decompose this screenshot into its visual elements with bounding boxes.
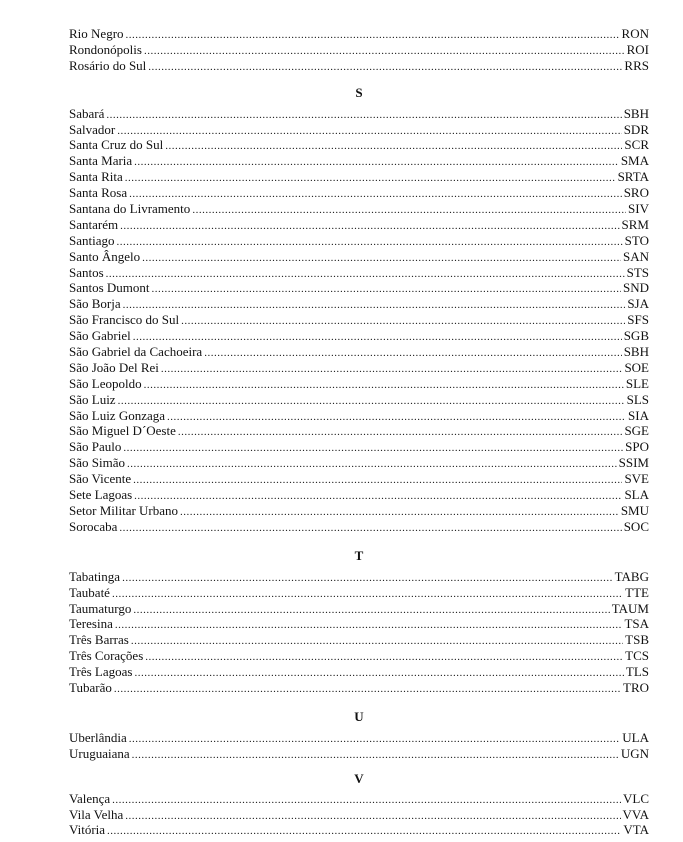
dot-leader [123,441,623,457]
city-code-index [69,26,649,838]
dot-leader [144,44,625,60]
index-entry [69,822,649,838]
index-entry [69,601,649,617]
city-code: SIA [628,407,649,423]
index-entry [69,106,649,122]
city-name: São Borja [69,296,121,312]
city-name: São Vicente [69,471,132,487]
index-entry [69,153,649,169]
city-code: STO [624,232,649,248]
city-name: Uberlândia [69,729,127,745]
index-entry [69,632,649,648]
index-entry [69,503,649,519]
city-name: São Leopoldo [69,375,142,391]
index-entry [69,169,649,185]
dot-leader [132,748,619,764]
city-code: TAUM [611,600,649,616]
dot-leader [118,394,625,410]
dot-leader [145,650,623,666]
index-entry [69,455,649,471]
section-s [69,86,649,535]
index-entry [69,569,649,585]
city-code: RON [621,26,649,41]
dot-leader [127,457,617,473]
city-code: SPO [625,439,649,455]
city-name: Sete Lagoas [69,487,133,503]
city-code: SRO [623,185,649,201]
dot-leader [114,682,621,698]
city-name: São Gabriel da Cachoeira [69,344,203,360]
dot-leader [133,473,622,489]
section-heading: S [355,84,363,100]
city-code: STS [626,264,649,280]
city-name: São Simão [69,455,125,471]
dot-leader [126,28,620,44]
index-entry [69,807,649,823]
index-entry [69,392,649,408]
dot-leader [115,618,623,634]
index-entry [69,201,649,217]
dot-leader [123,298,626,314]
dot-leader [167,410,626,426]
dot-leader [120,219,619,235]
city-code: SGB [623,328,649,344]
city-code: VVA [622,806,649,822]
index-entry [69,616,649,632]
city-name: Salvador [69,121,116,137]
dot-leader [133,330,622,346]
city-name: Taubaté [69,584,110,600]
city-name: Santa Rita [69,169,123,185]
index-entry [69,471,649,487]
city-code: SLE [625,375,649,391]
city-code: SCR [624,137,649,153]
city-code: ULA [622,729,649,745]
index-entry [69,664,649,680]
dot-leader [134,489,622,505]
dot-leader [112,793,621,809]
index-entry [69,233,649,249]
city-name: Três Lagoas [69,664,133,680]
city-code: SRTA [617,169,649,185]
dot-leader [144,378,624,394]
index-entry [69,58,649,74]
index-entry [69,519,649,535]
city-code: TRO [623,679,649,695]
city-code: SJA [627,296,649,312]
index-entry [69,296,649,312]
city-code: SFS [627,312,649,328]
index-entry [69,487,649,503]
index-entry [69,585,649,601]
section-u [69,710,649,762]
city-name: Três Barras [69,632,129,648]
index-entry [69,328,649,344]
index-entry [69,423,649,439]
city-code: SGE [624,423,649,439]
city-code: SMA [620,153,649,169]
dot-leader [129,187,622,203]
index-entry [69,122,649,138]
city-name: Santos [69,264,104,280]
dot-leader [142,251,621,267]
city-code: SDR [623,121,649,137]
city-code: TSA [624,616,649,632]
city-code: SMU [620,502,649,518]
index-entry [69,746,649,762]
city-code: SRM [621,216,649,232]
city-name: Vila Velha [69,806,124,822]
section-r [69,26,649,74]
dot-leader [180,505,619,521]
index-entry [69,439,649,455]
index-entry [69,730,649,746]
city-name: Rosário do Sul [69,57,147,73]
city-name: Santos Dumont [69,280,150,296]
city-code: SLA [624,487,649,503]
dot-leader [178,425,623,441]
dot-leader [165,139,622,155]
city-code: SSIM [618,455,649,471]
index-entry [69,217,649,233]
city-name: Sorocaba [69,518,118,534]
dot-leader [134,666,623,682]
city-code: SOC [623,518,649,534]
section-v [69,772,649,839]
city-name: Tabatinga [69,568,121,584]
city-code: TSB [625,632,649,648]
city-code: ROI [626,41,649,57]
dot-leader [152,282,621,298]
index-entry [69,680,649,696]
dot-leader [106,108,621,124]
city-code: SIV [628,201,649,217]
index-entry [69,360,649,376]
city-name: São Francisco do Sul [69,312,180,328]
city-name: Vitória [69,822,106,838]
dot-leader [192,203,626,219]
dot-leader [204,346,622,362]
city-name: Rondonópolis [69,41,142,57]
city-code: SLS [626,391,649,407]
city-code: VLC [623,790,649,806]
city-name: Tubarão [69,679,112,695]
city-code: SND [622,280,649,296]
dot-leader [112,587,623,603]
city-name: São Miguel D´Oeste [69,423,176,439]
dot-leader [129,732,621,748]
dot-leader [133,603,609,619]
index-entry [69,344,649,360]
city-name: Valença [69,790,111,806]
city-name: Santo Ângelo [69,248,141,264]
dot-leader [119,521,621,537]
city-name: Sabará [69,105,105,121]
city-name: Taumaturgo [69,600,132,616]
dot-leader [117,124,621,140]
dot-leader [134,155,619,171]
dot-leader [148,60,622,76]
city-name: Santa Maria [69,153,133,169]
city-code: SVE [624,471,649,487]
dot-leader [117,235,623,251]
city-code: TABG [614,568,649,584]
city-name: Uruguaiana [69,745,130,761]
city-name: Santa Rosa [69,185,128,201]
dot-leader [107,824,621,840]
index-entry [69,42,649,58]
index-entry [69,376,649,392]
index-entry [69,26,649,42]
city-name: Santa Cruz do Sul [69,137,164,153]
city-name: Santiago [69,232,115,248]
city-name: Santarém [69,216,119,232]
city-name: São Luiz [69,391,116,407]
city-code: TLS [625,664,649,680]
dot-leader [122,571,613,587]
city-code: RRS [624,57,649,73]
dot-leader [161,362,623,378]
index-entry [69,265,649,281]
section-heading: U [354,708,364,724]
section-t [69,549,649,696]
city-name: Teresina [69,616,113,632]
city-code: TCS [625,648,649,664]
index-entry [69,648,649,664]
city-code: UGN [620,745,649,761]
city-code: SAN [622,248,649,264]
city-code: SBH [623,105,649,121]
city-name: São João Del Rei [69,359,159,375]
city-name: Setor Militar Urbano [69,502,179,518]
city-name: Três Corações [69,648,144,664]
index-entry [69,185,649,201]
city-code: SBH [623,344,649,360]
city-name: Rio Negro [69,26,124,41]
dot-leader [181,314,625,330]
index-entry [69,312,649,328]
city-name: São Gabriel [69,328,131,344]
city-name: São Paulo [69,439,122,455]
city-code: SOE [624,359,649,375]
dot-leader [125,809,620,825]
index-entry [69,280,649,296]
index-entry [69,408,649,424]
dot-leader [131,634,623,650]
section-heading: V [354,770,364,786]
city-code: TTE [625,584,649,600]
index-entry [69,137,649,153]
section-heading: T [354,547,364,563]
dot-leader [106,267,625,283]
city-name: São Luiz Gonzaga [69,407,166,423]
city-code: VTA [623,822,649,838]
index-entry [69,249,649,265]
index-entry [69,791,649,807]
dot-leader [125,171,616,187]
city-name: Santana do Livramento [69,201,191,217]
